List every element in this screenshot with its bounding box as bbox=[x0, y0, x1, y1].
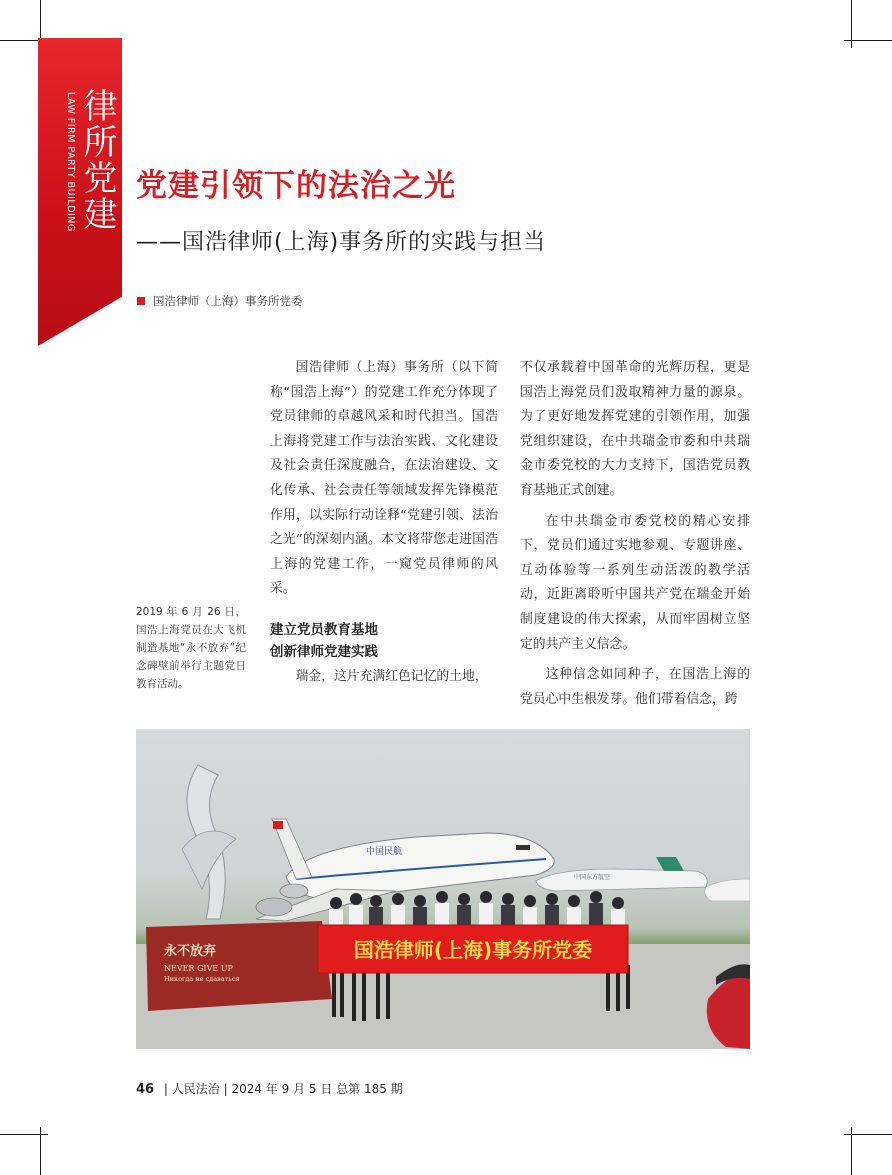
photo-illustration bbox=[136, 729, 750, 1049]
body-column-1 bbox=[270, 356, 498, 690]
article-title: 党建引领下的法治之光 bbox=[136, 168, 456, 204]
section-heading-line-1: 建立党员教育基地 bbox=[270, 621, 378, 638]
paragraph-1-start: 瑞金，这片充满红色记忆的土地， bbox=[295, 668, 488, 684]
main-airplane-label: 中国民航 bbox=[366, 847, 403, 857]
monument-text-ru: Никогда не сдаваться bbox=[164, 975, 240, 983]
section-label-chinese: 律所党建 bbox=[77, 88, 117, 232]
paragraph-3: 这种信念如同种子，在国浩上海的党员心中生根发芽。他们带着信念，跨 bbox=[520, 667, 750, 707]
article-subtitle: ——国浩律师(上海)事务所的实践与担当 bbox=[136, 230, 547, 255]
body-column-2 bbox=[520, 356, 750, 712]
monument-text-cn: 永不放弃 bbox=[164, 944, 217, 959]
publication-info: | 人民法治 | 2024 年 9 月 5 日 总第 185 期 bbox=[163, 1082, 403, 1096]
author-marker-icon bbox=[137, 297, 145, 305]
page-footer bbox=[136, 1080, 403, 1097]
group-banner bbox=[318, 925, 628, 973]
monument-text-en: NEVER GIVE UP bbox=[164, 964, 233, 973]
crop-mark-br-h bbox=[844, 1134, 892, 1135]
group-banner-text: 国浩律师(上海)事务所党委 bbox=[353, 938, 593, 962]
intro-paragraph: 国浩律师（上海）事务所（以下简称“国浩上海”）的党建工作充分体现了党员律师的卓越风采和时代担当。国浩上海将党建工作与法治实践、文化建设及社会责任深度融合，在法治建设、文化传承、社会责任等领域发挥先锋模范作用，以实际行动诠释“党建引领、法治之光”的深刻内涵。本文将带您走进国浩上海的党建工作，一窥党员律师的风采。 bbox=[270, 360, 498, 597]
section-heading-line-2: 创新律师党建实践 bbox=[270, 643, 378, 660]
paragraph-1-continued: 不仅承载着中国革命的光辉历程，更是国浩上海党员们汲取精神力量的源泉。为了更好地发挥党建的引领作用，加强党组织建设，在中共瑞金市委和中共瑞金市委党校的大力支持下，国浩党员教育基地正式创建。 bbox=[520, 360, 750, 498]
section-heading bbox=[270, 619, 498, 663]
distant-plane bbox=[536, 857, 707, 891]
paragraph-2: 在中共瑞金市委党校的精心安排下，党员们通过实地参观、专题讲座、互动体验等一系列生动活泼的教学活动，近距离聆听中国共产党在瑞金开始制度建设的伟大探索，从而牢固树立坚定的共产主义信念。 bbox=[520, 513, 750, 652]
distant-plane-label: 中国东方航空 bbox=[574, 874, 611, 881]
article-author: 国浩律师（上海）事务所党委 bbox=[153, 294, 303, 308]
crop-mark-tr-h bbox=[844, 40, 892, 41]
far-plane bbox=[705, 879, 750, 901]
crop-mark-bl-h bbox=[0, 1134, 48, 1135]
section-label-english: LAW FIRM PARTY BUILDING bbox=[65, 92, 76, 232]
photo-caption: 2019 年 6 月 26 日，国浩上海党员在大飞机制造基地“永不放弃”纪念碑壁前举行主题党日教育活动。 bbox=[136, 606, 246, 690]
page-number: 46 bbox=[136, 1082, 155, 1097]
group-photo bbox=[136, 729, 750, 1049]
